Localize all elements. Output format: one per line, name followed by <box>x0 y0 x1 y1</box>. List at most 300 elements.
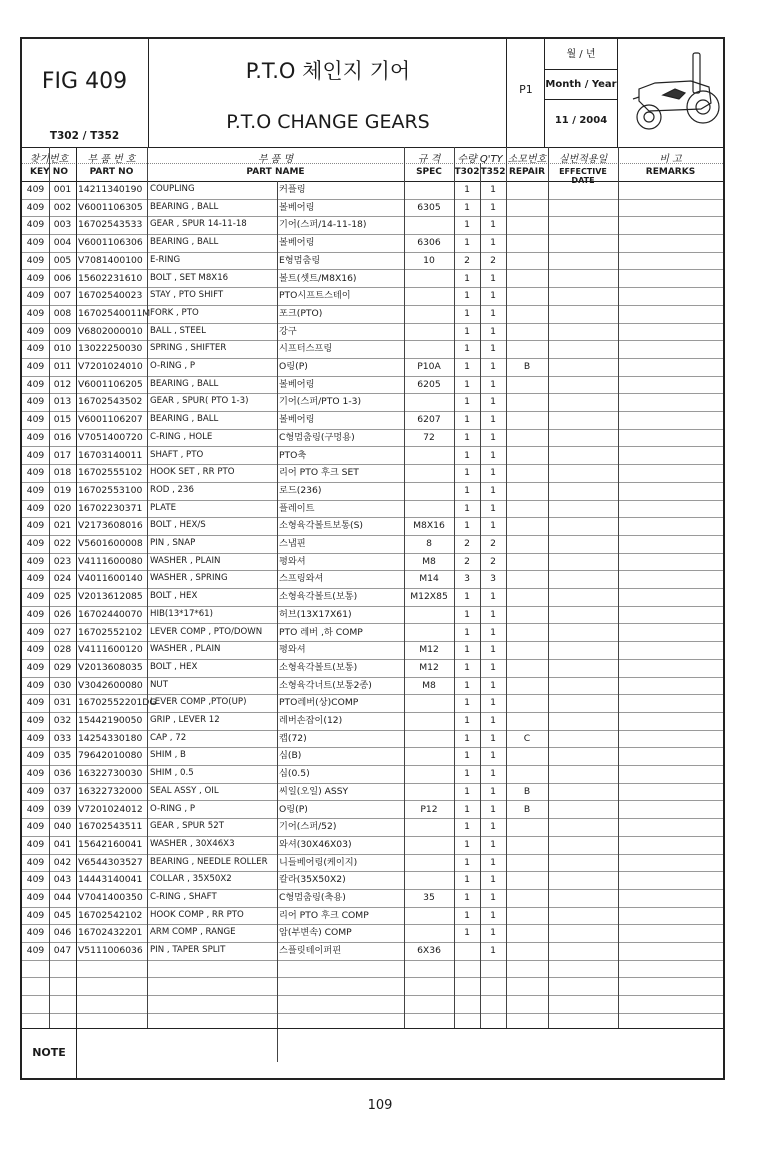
cell-part-no: V7051400720 <box>78 431 143 443</box>
page-label-cell <box>507 39 545 147</box>
cell-key: 029 <box>53 661 72 673</box>
cell-name-en: BEARING , BALL <box>150 378 219 389</box>
col-remarks: REMARKS <box>645 167 696 177</box>
cell-name-ko: 심(B) <box>279 750 302 762</box>
cell-q1: 1 <box>464 378 470 390</box>
col-part-name-ko: 부 품 명 <box>257 154 294 165</box>
cell-name-ko: C형멈춤링(구멍용) <box>279 431 355 443</box>
cell-key: 003 <box>53 219 72 231</box>
cell-part-no: 16322730030 <box>78 768 143 780</box>
cell-q2: 2 <box>490 555 496 567</box>
cell-key: 032 <box>53 715 72 726</box>
cell-spec <box>404 624 454 642</box>
cell-repair <box>506 482 548 500</box>
cell-part-no: 16702552102 <box>78 626 143 638</box>
cell-fig: 409 <box>26 555 45 567</box>
cell-key: 046 <box>53 927 72 939</box>
title-cell <box>149 39 507 147</box>
cell-q1: 1 <box>464 325 470 337</box>
cell-part-no: 16702543511 <box>78 821 143 833</box>
cell-repair <box>506 305 548 323</box>
cell-part-no: 15642160041 <box>78 838 143 850</box>
cell-q2: 1 <box>490 201 496 213</box>
cell-fig: 409 <box>26 644 45 656</box>
cell-fig: 409 <box>26 502 45 514</box>
cell-q1: 1 <box>464 803 470 815</box>
cell-repair <box>506 694 548 712</box>
cell-q2: 1 <box>490 626 496 638</box>
cell-key: 007 <box>53 290 72 302</box>
cell-fig: 409 <box>26 307 45 319</box>
page-number: 109 <box>367 1098 393 1113</box>
cell-repair <box>506 234 548 252</box>
cell-name-en: HIB(13*17*61) <box>150 608 213 619</box>
note-row <box>22 1028 723 1079</box>
figure-models: T302 / T352 <box>49 130 120 142</box>
cell-part-no: V7201024012 <box>78 803 143 815</box>
cell-spec <box>404 747 454 765</box>
cell-name-en: WASHER , PLAIN <box>150 644 221 655</box>
cell-fig: 409 <box>26 838 45 850</box>
cell-q1: 1 <box>464 821 470 833</box>
cell-q1: 1 <box>464 361 470 372</box>
cell-key: 045 <box>53 909 72 921</box>
cell-repair <box>506 340 548 358</box>
cell-q1: 1 <box>464 272 470 284</box>
cell-name-ko: 볼베어링 <box>279 378 315 390</box>
cell-q2: 1 <box>490 343 496 355</box>
cell-q2: 1 <box>490 821 496 833</box>
cell-q2: 1 <box>490 431 496 443</box>
cell-name-en: BOLT , SET M8X16 <box>150 272 229 283</box>
cell-name-ko: 캡(72) <box>279 732 307 744</box>
cell-q2: 1 <box>490 768 496 780</box>
cell-spec <box>404 606 454 624</box>
cell-fig: 409 <box>26 679 45 691</box>
cell-part-no: 16702553100 <box>78 484 143 496</box>
cell-name-en: O-RING , P <box>150 803 196 814</box>
cell-spec <box>404 818 454 836</box>
cell-fig: 409 <box>26 219 45 231</box>
cell-key: 018 <box>53 467 72 479</box>
cell-fig: 409 <box>26 927 45 939</box>
cell-name-ko: 와셔(30X46X03) <box>279 838 352 850</box>
cell-q2: 2 <box>490 538 496 549</box>
cell-q2: 1 <box>490 785 496 797</box>
cell-q1: 1 <box>464 414 470 426</box>
cell-q2: 1 <box>490 361 496 372</box>
col-divider <box>506 147 507 1028</box>
cell-fig: 409 <box>26 396 45 408</box>
figure-cell <box>22 39 149 147</box>
cell-q1: 1 <box>464 237 470 249</box>
cell-name-en: LEVER COMP ,PTO(UP) <box>150 697 247 708</box>
cell-fig: 409 <box>26 449 45 461</box>
cell-repair <box>506 836 548 854</box>
cell-fig: 409 <box>26 661 45 673</box>
col-key-no: KEY NO <box>30 167 68 177</box>
cell-spec <box>404 270 454 288</box>
cell-key: 008 <box>53 307 72 319</box>
cell-name-en: SHIM , 0.5 <box>150 768 194 779</box>
cell-part-no: V5601600008 <box>78 538 143 549</box>
cell-key: 025 <box>53 591 72 603</box>
cell-name-ko: PTO 레버 ,하 COMP <box>279 626 363 638</box>
col-effective: EFFECTIVE DATE <box>559 167 607 185</box>
cell-q1: 1 <box>464 591 470 603</box>
cell-fig: 409 <box>26 608 45 620</box>
cell-q2: 1 <box>490 644 496 656</box>
cell-q2: 1 <box>490 467 496 479</box>
cell-fig: 409 <box>26 856 45 868</box>
cell-q1: 1 <box>464 219 470 231</box>
cell-q1: 1 <box>464 697 470 709</box>
col-effective-ko: 실번적용일 <box>558 154 608 165</box>
parts-sheet <box>20 37 725 1080</box>
col-divider <box>147 147 148 1028</box>
cell-spec: M8X16 <box>413 520 445 532</box>
tractor-icon <box>618 39 725 147</box>
cell-key: 026 <box>53 608 72 620</box>
cell-name-en: GEAR , SPUR( PTO 1-3) <box>150 396 249 407</box>
cell-fig: 409 <box>26 184 45 195</box>
cell-spec <box>404 340 454 358</box>
cell-part-no: V7081400100 <box>78 254 143 266</box>
cell-q1: 1 <box>464 874 470 886</box>
cell-fig: 409 <box>26 945 45 957</box>
cell-part-no: V2173608016 <box>78 520 143 532</box>
cell-name-ko: 스냅핀 <box>279 538 306 549</box>
cell-fig: 409 <box>26 785 45 797</box>
cell-fig: 409 <box>26 431 45 443</box>
cell-q1: 1 <box>464 644 470 656</box>
cell-name-en: GRIP , LEVER 12 <box>150 715 220 725</box>
cell-repair <box>506 765 548 783</box>
col-divider <box>49 147 50 1028</box>
cell-part-no: 15602231610 <box>78 272 143 284</box>
cell-name-en: PIN , SNAP <box>150 538 196 548</box>
cell-key: 006 <box>53 272 72 284</box>
cell-repair <box>506 199 548 217</box>
cell-part-no: 14443140041 <box>78 874 143 886</box>
cell-repair <box>506 624 548 642</box>
cell-part-no: 16703140011 <box>78 449 143 461</box>
cell-name-en: ROD , 236 <box>150 484 194 495</box>
cell-spec <box>404 730 454 748</box>
cell-name-en: C-RING , HOLE <box>150 431 213 442</box>
cell-spec: 6X36 <box>417 945 441 957</box>
cell-spec <box>404 712 454 730</box>
cell-q1: 1 <box>464 343 470 355</box>
date-value: 11 / 2004 <box>554 115 608 126</box>
cell-spec <box>404 482 454 500</box>
cell-fig: 409 <box>26 591 45 603</box>
cell-spec <box>404 783 454 801</box>
cell-q2: 1 <box>490 838 496 850</box>
cell-repair <box>506 606 548 624</box>
cell-part-no: 16702540011M <box>78 307 151 319</box>
cell-fig: 409 <box>26 715 45 726</box>
date-label-korean: 월 / 년 <box>566 49 596 60</box>
cell-q1: 1 <box>464 927 470 939</box>
cell-repair <box>506 411 548 429</box>
cell-q2: 1 <box>490 219 496 231</box>
cell-key: 001 <box>53 184 72 195</box>
cell-spec <box>404 907 454 925</box>
cell-name-en: WASHER , SPRING <box>150 573 228 584</box>
cell-spec <box>404 287 454 305</box>
cell-key: 010 <box>53 343 72 355</box>
col-divider <box>454 147 455 1028</box>
cell-key: 042 <box>53 856 72 868</box>
cell-name-en: GEAR , SPUR 14-11-18 <box>150 219 247 230</box>
cell-repair <box>506 216 548 234</box>
cell-repair <box>506 818 548 836</box>
cell-key: 016 <box>53 431 72 443</box>
cell-name-ko: 로드(236) <box>279 484 322 496</box>
cell-repair <box>506 659 548 677</box>
cell-name-ko: PTO레버(상)COMP <box>279 697 359 709</box>
cell-repair <box>506 747 548 765</box>
date-cell <box>545 39 618 147</box>
cell-spec: 6207 <box>417 414 441 426</box>
cell-key: 023 <box>53 555 72 567</box>
cell-key: 039 <box>53 803 72 815</box>
cell-part-no: 16702555102 <box>78 467 143 479</box>
cell-key: 011 <box>53 361 72 372</box>
cell-part-no: 16702230371 <box>78 502 143 514</box>
cell-repair <box>506 429 548 447</box>
cell-part-no: V6001106205 <box>78 378 143 390</box>
cell-part-no: V4011600140 <box>78 573 143 585</box>
cell-name-ko: O링(P) <box>279 361 308 372</box>
cell-q2: 1 <box>490 502 496 514</box>
cell-q2: 1 <box>490 909 496 921</box>
cell-name-en: BOLT , HEX <box>150 591 198 602</box>
cell-repair <box>506 924 548 942</box>
cell-q1: 1 <box>464 290 470 302</box>
cell-repair <box>506 677 548 695</box>
col-repair: REPAIR <box>508 167 546 177</box>
cell-fig: 409 <box>26 573 45 585</box>
cell-part-no: 16702432201 <box>78 927 143 939</box>
cell-repair <box>506 712 548 730</box>
cell-key: 015 <box>53 414 72 426</box>
cell-repair <box>506 447 548 465</box>
cell-repair <box>506 323 548 341</box>
cell-part-no: 16702552201DG <box>78 697 157 709</box>
col-divider <box>277 181 278 1062</box>
cell-spec: 6205 <box>417 378 441 390</box>
cell-q1 <box>454 942 480 960</box>
col-part-name: PART NAME <box>246 167 305 177</box>
cell-name-ko: E형멈춤링 <box>279 254 321 266</box>
cell-name-ko: O링(P) <box>279 803 308 815</box>
date-label-english: Month / Year <box>545 79 617 90</box>
cell-part-no: V5111006036 <box>78 945 143 957</box>
cell-name-en: GEAR , SPUR 52T <box>150 821 224 832</box>
cell-q1: 1 <box>464 732 470 744</box>
cell-q1: 2 <box>464 555 470 567</box>
cell-name-ko: 기어(스퍼/PTO 1-3) <box>279 396 362 408</box>
cell-q1: 1 <box>464 785 470 797</box>
cell-part-no: 16702543533 <box>78 219 143 231</box>
cell-spec: 35 <box>423 892 435 903</box>
cell-name-ko: PTO시프트스테이 <box>279 290 351 302</box>
col-spec: SPEC <box>416 167 442 177</box>
cell-name-ko: 볼트(셋트/M8X16) <box>279 272 357 284</box>
cell-name-en: BEARING , BALL <box>150 201 219 212</box>
cell-name-en: COLLAR , 35X50X2 <box>150 874 232 885</box>
cell-name-ko: 스프링와셔 <box>279 573 324 585</box>
col-part-no: PART NO <box>89 167 134 177</box>
title-english: P.T.O CHANGE GEARS <box>226 111 430 133</box>
cell-name-en: LEVER COMP , PTO/DOWN <box>150 626 263 637</box>
cell-part-no: V6544303527 <box>78 856 143 868</box>
cell-repair <box>506 854 548 872</box>
cell-part-no: 15442190050 <box>78 715 143 726</box>
cell-spec <box>404 305 454 323</box>
col-divider <box>76 147 77 1028</box>
cell-q1: 1 <box>464 184 470 195</box>
col-remarks-ko: 비 고 <box>659 154 682 165</box>
cell-name-en: BEARING , BALL <box>150 237 219 248</box>
cell-fig: 409 <box>26 361 45 372</box>
cell-spec <box>404 500 454 518</box>
cell-spec <box>404 924 454 942</box>
cell-q1: 1 <box>464 626 470 638</box>
cell-q2: 1 <box>490 591 496 603</box>
cell-repair <box>506 553 548 571</box>
cell-q2: 1 <box>490 272 496 284</box>
cell-spec: 6306 <box>417 237 441 249</box>
cell-repair: C <box>523 732 531 744</box>
cell-spec <box>404 393 454 411</box>
cell-q1: 1 <box>464 715 470 726</box>
cell-key: 033 <box>53 732 72 744</box>
cell-key: 012 <box>53 378 72 390</box>
cell-q1: 3 <box>464 573 470 585</box>
cell-spec <box>404 765 454 783</box>
cell-q2: 1 <box>490 927 496 939</box>
cell-part-no: 79642010080 <box>78 750 143 762</box>
cell-name-ko: 평와셔 <box>279 555 306 567</box>
cell-spec <box>404 323 454 341</box>
cell-fig: 409 <box>26 484 45 496</box>
cell-q2: 1 <box>490 290 496 302</box>
cell-fig: 409 <box>26 697 45 709</box>
col-divider <box>548 147 549 1028</box>
cell-name-en: BALL , STEEL <box>150 325 206 336</box>
cell-name-en: WASHER , PLAIN <box>150 555 221 566</box>
cell-name-ko: 소형육각볼트(보통) <box>279 591 358 603</box>
cell-name-en: BEARING , BALL <box>150 414 219 425</box>
cell-q2: 1 <box>490 396 496 408</box>
cell-spec <box>404 181 454 199</box>
cell-fig: 409 <box>26 892 45 903</box>
cell-fig: 409 <box>26 732 45 744</box>
cell-fig: 409 <box>26 378 45 390</box>
cell-name-en: WASHER , 30X46X3 <box>150 838 235 849</box>
cell-fig: 409 <box>26 803 45 815</box>
cell-name-ko: 암(부변속) COMP <box>279 927 352 939</box>
cell-name-ko: 평와셔 <box>279 644 306 656</box>
cell-q2: 1 <box>490 945 496 957</box>
cell-name-ko: 소형육각볼트(보통) <box>279 661 358 673</box>
cell-part-no: 16702540023 <box>78 290 143 302</box>
cell-name-en: SEAL ASSY , OIL <box>150 785 219 796</box>
col-qty-ko: 수량 Q'TY <box>457 154 503 165</box>
cell-q2: 1 <box>490 449 496 461</box>
cell-q1: 1 <box>464 608 470 620</box>
cell-key: 037 <box>53 785 72 797</box>
cell-spec <box>404 694 454 712</box>
cell-name-en: HOOK COMP , RR PTO <box>150 909 244 920</box>
cell-name-ko: 시프터스프링 <box>279 343 333 355</box>
cell-spec: 8 <box>426 538 432 549</box>
cell-fig: 409 <box>26 467 45 479</box>
cell-q2: 1 <box>490 679 496 691</box>
cell-spec: M12 <box>419 661 439 673</box>
cell-name-ko: 커플링 <box>279 184 306 195</box>
cell-spec: 72 <box>423 431 435 443</box>
cell-repair <box>506 641 548 659</box>
cell-key: 031 <box>53 697 72 709</box>
figure-number: FIG 409 <box>41 69 128 94</box>
cell-name-ko: 기어(스퍼/52) <box>279 821 337 833</box>
cell-part-no: 16702542102 <box>78 909 143 921</box>
cell-spec: P10A <box>417 361 441 372</box>
cell-spec <box>404 464 454 482</box>
cell-name-ko: 볼베어링 <box>279 237 315 249</box>
cell-q1: 1 <box>464 661 470 673</box>
cell-fig: 409 <box>26 325 45 337</box>
cell-spec <box>404 836 454 854</box>
cell-name-ko: 강구 <box>279 325 297 337</box>
cell-repair <box>506 500 548 518</box>
cell-q1: 1 <box>464 838 470 850</box>
cell-name-en: PIN , TAPER SPLIT <box>150 945 226 956</box>
cell-part-no: V6001106305 <box>78 201 143 213</box>
cell-q1: 1 <box>464 768 470 780</box>
cell-spec: 10 <box>423 254 435 266</box>
cell-name-ko: C형멈춤링(축용) <box>279 892 346 903</box>
cell-q1: 1 <box>464 484 470 496</box>
cell-q2: 1 <box>490 608 496 620</box>
cell-name-ko: 심(0.5) <box>279 768 310 780</box>
cell-repair <box>506 181 548 199</box>
cell-repair <box>506 907 548 925</box>
cell-name-en: BEARING , NEEDLE ROLLER <box>150 856 268 867</box>
cell-key: 024 <box>53 573 72 585</box>
cell-part-no: V6802000010 <box>78 325 143 337</box>
cell-name-ko: 기어(스퍼/14-11-18) <box>279 219 367 231</box>
cell-q1: 1 <box>464 750 470 762</box>
cell-q1: 1 <box>464 502 470 514</box>
cell-fig: 409 <box>26 874 45 886</box>
cell-key: 044 <box>53 892 72 903</box>
cell-key: 009 <box>53 325 72 337</box>
cell-key: 040 <box>53 821 72 833</box>
cell-repair <box>506 942 548 960</box>
cell-name-en: E-RING <box>150 254 181 265</box>
cell-key: 019 <box>53 484 72 496</box>
sheet-header <box>22 39 723 148</box>
cell-name-ko: 스플릿테이퍼핀 <box>279 945 342 957</box>
cell-q1: 1 <box>464 520 470 532</box>
title-korean: P.T.O 체인지 기어 <box>245 59 411 83</box>
col-part-no-ko: 부 품 번 호 <box>87 154 136 165</box>
